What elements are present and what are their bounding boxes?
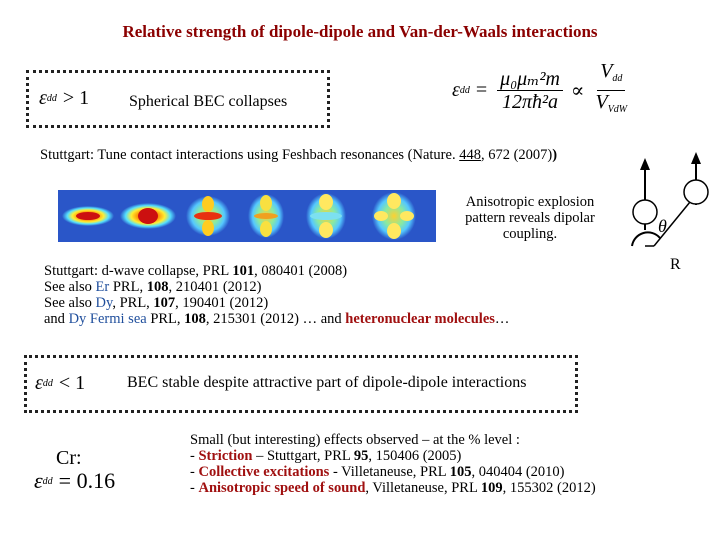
formula-denominator: 12πħ²a (502, 90, 559, 113)
cr-epsilon-symbol: ε (34, 468, 43, 493)
feshbach-ref-close: ) (552, 147, 558, 163)
ref3-element: Dy (95, 295, 113, 311)
anisotropic-explosion-images (58, 190, 436, 242)
formula-lhs-symbol: ε (452, 78, 460, 101)
effect3-dash: - (190, 480, 199, 496)
formula-fraction (497, 69, 563, 112)
effect3-suffix: , 155302 (2012) (502, 480, 596, 496)
ref4-element: Dy Fermi sea (68, 311, 147, 327)
formula-lhs-sub: dd (459, 84, 470, 96)
theta-label: θ (658, 216, 667, 236)
ref4-highlight: heteronuclear molecules (345, 311, 495, 327)
effect1-mid: – Stuttgart, PRL (252, 448, 354, 464)
ref-line-2 (44, 279, 509, 295)
atom-cloud-image-5 (306, 193, 346, 239)
ref3-volume: 107 (153, 295, 176, 311)
ratio-den-sub: VdW (607, 103, 628, 115)
ref1-volume: 101 (232, 263, 255, 279)
effect1-name: Striction (198, 448, 253, 464)
feshbach-reference (40, 147, 557, 163)
ref4-prefix: and (44, 311, 69, 327)
ref-line-4 (44, 311, 509, 327)
dipole-2-arrowhead (691, 152, 701, 164)
epsilon-subscript-2: dd (42, 378, 53, 389)
slide-title: Relative strength of dipole-dipole and Van-der-Waals interactions (122, 22, 598, 41)
effect2-suffix: , 040404 (2010) (471, 464, 565, 480)
ref3-suffix: , 190401 (2012) (175, 295, 269, 311)
eps-greater-than-one (39, 87, 89, 110)
effects-block (190, 432, 596, 496)
eps-less-than-one (35, 372, 85, 395)
eps-dd-formula (452, 60, 634, 120)
relation-text-2: < 1 (58, 372, 86, 394)
effect2-dash: - (190, 464, 199, 480)
equals-sign: = (475, 78, 488, 101)
ratio-fraction (592, 61, 630, 120)
caption-line-3: coupling. (502, 226, 558, 242)
chromium-eps-value (34, 468, 115, 494)
effect2-name: Collective excitations (198, 464, 330, 480)
formula-numerator: μ₀μₘ²m (497, 69, 563, 91)
effect1-volume: 95 (353, 448, 369, 464)
atom-cloud-image-4 (248, 194, 284, 238)
effect2-mid: - Villetaneuse, PRL (329, 464, 450, 480)
ref-line-3 (44, 295, 509, 311)
ratio-num-sub: dd (612, 72, 623, 84)
atom-cloud-image-1 (62, 206, 114, 226)
collapse-condition-box (26, 70, 330, 128)
dipole-2-atom (684, 180, 708, 204)
ref3-mid: , PRL, (112, 295, 154, 311)
ratio-num-symbol: V (600, 59, 613, 82)
effect3-mid: , Villetaneuse, PRL (365, 480, 481, 496)
proportional-sign: ∝ (570, 79, 585, 102)
effect-speed-of-sound (190, 480, 596, 496)
dipole-1-arrowhead (640, 158, 650, 170)
effect-collective-excitations (190, 464, 596, 480)
ref4-mid: PRL, (146, 311, 185, 327)
atom-cloud-image-6 (372, 192, 416, 240)
feshbach-ref-suffix: , 672 (2007) (480, 147, 553, 163)
r-label: R (670, 256, 681, 273)
stable-condition-box (24, 355, 578, 413)
ref2-prefix: See also (44, 279, 96, 295)
relation-text: > 1 (62, 87, 90, 109)
references-block (44, 263, 509, 327)
chromium-label: Cr: (56, 447, 82, 469)
ref2-suffix: , 210401 (2012) (168, 279, 262, 295)
atom-cloud-image-2 (120, 203, 176, 229)
ref1-prefix: Stuttgart: d-wave collapse, PRL (44, 263, 233, 279)
cr-value-text: = 0.16 (58, 468, 116, 493)
ref2-mid: PRL, (109, 279, 147, 295)
feshbach-ref-volume: 448 (459, 147, 481, 163)
ref4-end: … (494, 311, 510, 327)
ref1-suffix: , 080401 (2008) (254, 263, 348, 279)
cr-epsilon-sub: dd (42, 475, 53, 487)
effect1-dash: - (190, 448, 199, 464)
dipole-pair-diagram (620, 150, 720, 275)
ratio-numerator (597, 61, 625, 91)
epsilon-symbol: ε (39, 87, 47, 109)
effect2-volume: 105 (449, 464, 472, 480)
ref4-volume: 108 (184, 311, 206, 327)
ref2-element: Er (95, 279, 110, 295)
ref2-volume: 108 (146, 279, 169, 295)
atom-cloud-image-3 (186, 196, 230, 236)
effect3-name: Anisotropic speed of sound (198, 480, 366, 496)
epsilon-subscript: dd (46, 93, 57, 104)
collapse-label: Spherical BEC collapses (129, 93, 288, 110)
dipole-1-atom (633, 200, 657, 224)
effect1-suffix: , 150406 (2005) (368, 448, 462, 464)
ref3-prefix: See also (44, 295, 96, 311)
ref4-suffix: , 215301 (2012) … and (205, 311, 346, 327)
ref-line-1 (44, 263, 509, 279)
epsilon-symbol-2: ε (35, 372, 43, 394)
caption-line-2: pattern reveals dipolar (465, 210, 595, 226)
feshbach-ref-prefix: Stuttgart: Tune contact interactions using Feshbach resonances (Nature. (40, 147, 460, 163)
ratio-den-symbol: V (595, 90, 608, 113)
effect-striction (190, 448, 596, 464)
effects-intro: Small (but interesting) effects observed – at the % level : (190, 432, 520, 448)
anisotropic-caption (440, 194, 620, 242)
ratio-denominator (592, 91, 630, 120)
effect3-volume: 109 (480, 480, 503, 496)
caption-line-1: Anisotropic explosion (465, 194, 595, 210)
stable-label: BEC stable despite attractive part of dipole-dipole interactions (127, 374, 527, 391)
